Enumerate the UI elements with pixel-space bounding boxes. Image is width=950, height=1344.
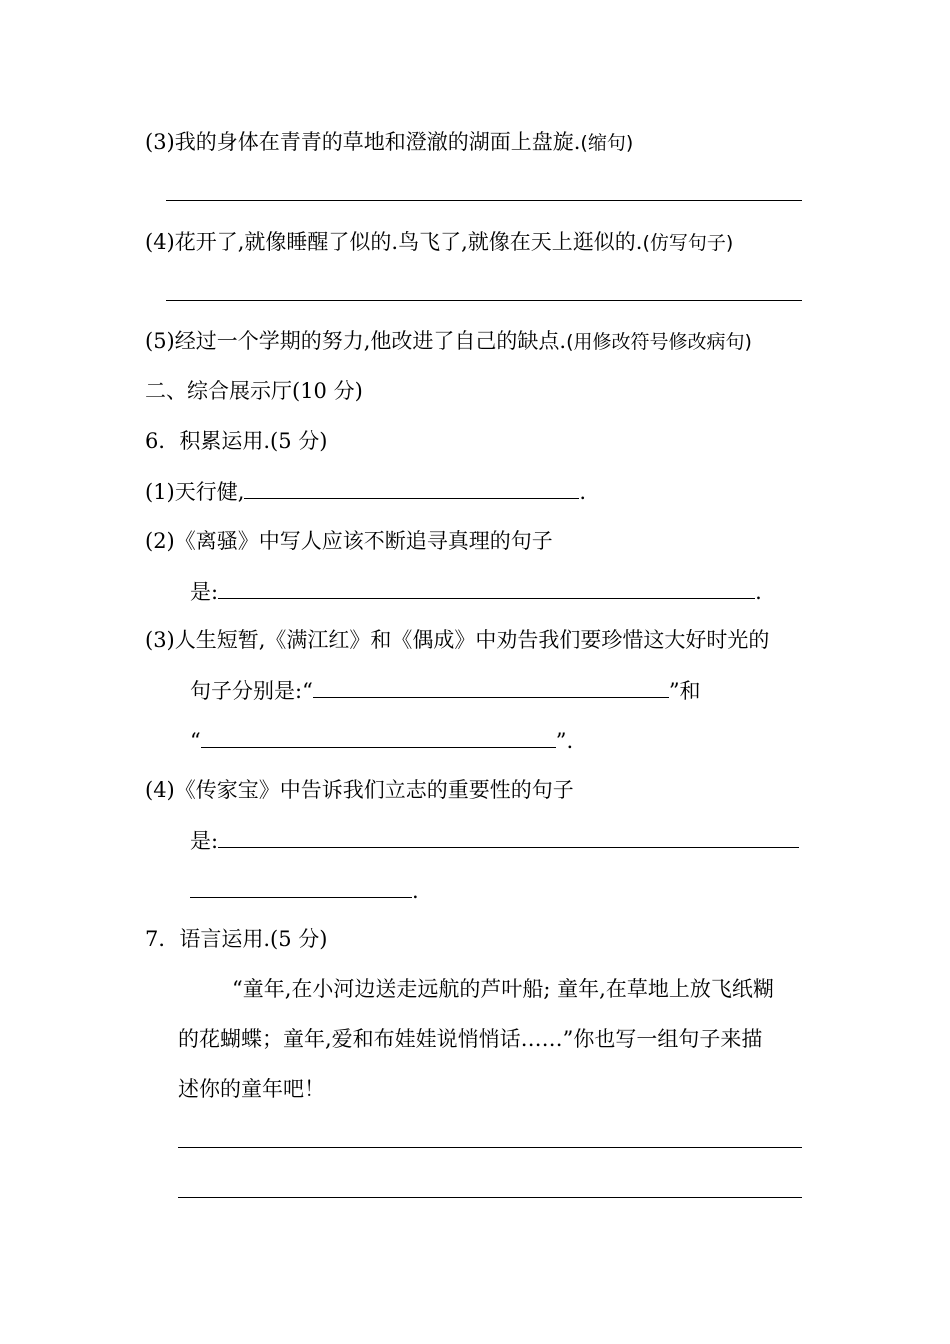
q6-item-3-line1: (3)人生短暂,《满江红》和《偶成》中劝告我们要珍惜这大好时光的 [145,628,770,652]
q6-item-2-suffix: . [755,580,762,604]
q7-paragraph-line1: “童年,在小河边送走远航的芦叶船; 童年,在草地上放飞纸糊 [232,977,774,1001]
q6-item-4-blank-1[interactable] [218,825,799,848]
q6-item-2-blank[interactable] [218,576,755,599]
q7-answer-line-2[interactable] [178,1197,802,1198]
answer-line-q4[interactable] [166,300,802,301]
q6-item-3-line2 [190,675,701,706]
question-4-instruction: (仿写句子) [642,232,734,254]
question-5 [145,326,752,357]
q6-item-1-blank[interactable] [244,476,579,499]
question-3 [145,127,633,158]
q6-item-3-middle: ”和 [668,679,701,703]
section-2-heading: 二、综合展示厅(10 分) [145,379,363,403]
q6-item-4-line2 [190,825,799,856]
q6-item-1-prefix: (1)天行健, [145,480,245,504]
question-4 [145,227,733,258]
q6-item-3-blank-1[interactable] [313,675,669,698]
answer-line-q3[interactable] [166,200,802,201]
q6-item-4-suffix: . [412,879,419,903]
question-6-title: 6．积累运用.(5 分) [145,429,328,453]
question-4-text: (4)花开了,就像睡醒了似的.鸟飞了,就像在天上逛似的. [145,230,643,254]
q6-item-2-line1: (2)《离骚》中写人应该不断追寻真理的句子 [145,529,553,553]
q7-paragraph-line2: 的花蝴蝶；童年,爱和布娃娃说悄悄话……”你也写一组句子来描 [178,1027,763,1051]
q6-item-1 [145,476,586,507]
q6-item-4-prefix: 是: [190,829,219,853]
q6-item-4-blank-2[interactable] [190,875,412,898]
q6-item-1-suffix: . [579,480,587,504]
question-5-text: (5)经过一个学期的努力,他改进了自己的缺点. [145,329,567,353]
q6-item-3-prefix: 句子分别是:“ [190,679,313,703]
question-3-instruction: (缩句) [580,132,634,154]
question-5-instruction: (用修改符号修改病句) [566,331,752,353]
q6-item-3-blank-2[interactable] [201,725,556,748]
q7-answer-line-1[interactable] [178,1147,802,1148]
q6-item-3-open-quote: “ [190,729,201,753]
q6-item-2-prefix: 是: [190,580,219,604]
question-7-title: 7．语言运用.(5 分) [145,927,328,951]
q6-item-3-line3 [190,725,573,756]
q6-item-4-line3 [190,875,419,906]
q6-item-2-line2 [190,576,762,607]
q6-item-3-suffix: ”. [555,729,574,753]
question-3-text: (3)我的身体在青青的草地和澄澈的湖面上盘旋. [145,130,581,154]
q6-item-4-line1: (4)《传家宝》中告诉我们立志的重要性的句子 [145,778,574,802]
q7-paragraph-line3: 述你的童年吧！ [178,1077,325,1101]
